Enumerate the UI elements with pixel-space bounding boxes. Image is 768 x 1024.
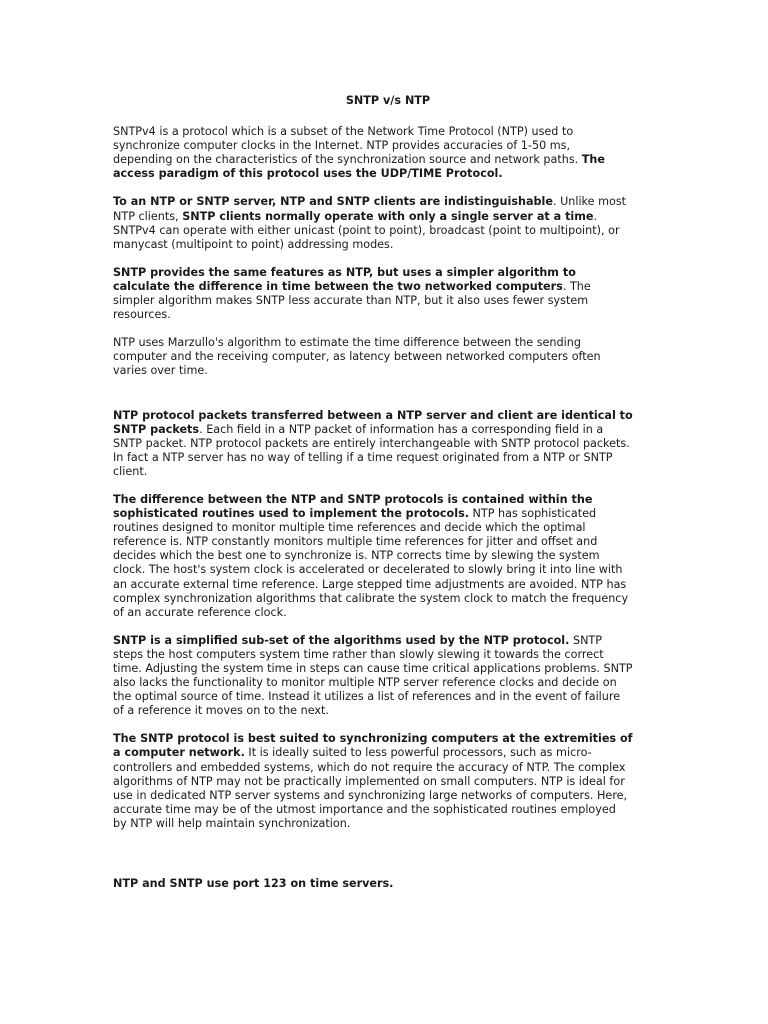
paragraph-2 — [113, 195, 633, 251]
paragraph-text: NTP uses Marzullo's algorithm to estimate the time difference between the sending computer and the receiving computer, as latency between networked computers often varies over time. — [113, 336, 601, 378]
document-title: SNTP v/s NTP — [345, 94, 431, 107]
paragraph-text: . The simpler algorithm makes SNTP less accurate than NTP, but it also uses fewer system resources. — [113, 279, 591, 322]
paragraph-bold-text: SNTP is a simplified sub-set of the algorithms used by the NTP protocol. — [113, 633, 570, 647]
paragraph-bold-text: NTP and SNTP use port 123 on time servers. — [113, 877, 394, 891]
paragraph-text: SNTPv4 is a protocol which is a subset of the Network Time Protocol (NTP) used to synchronize computer clocks in the Internet. NTP provides accuracies of 1-50 ms, depending on the characteristics of the synchronization source and network paths. — [113, 125, 582, 167]
document-page — [113, 94, 633, 905]
paragraph-5 — [113, 409, 633, 479]
paragraph-text: . Each field in a NTP packet of information has a corresponding field in a SNTP packet. NTP protocol packets are entirely interchangeable with SNTP protocol packets. In fact a NTP server has no way of telling if a time request originated from a NTP or SNTP client. — [113, 422, 630, 478]
paragraph-bold-text: SNTP provides the same features as NTP, but uses a simpler algorithm to calculate the difference in time between the two networked computers — [113, 265, 576, 293]
paragraph-8 — [113, 732, 633, 831]
paragraph-bold-text: The access paradigm of this protocol uses the UDP/TIME Protocol. — [113, 153, 605, 181]
paragraph-text: SNTP steps the host computers system time rather than slowly slewing it towards the correct time. Adjusting the system time in steps can cause time critical applications problems. SNTP also lacks the functionality to monitor multiple NTP server reference clocks and decide on the optimal source of time. Instead it utilizes a list of references and in the event of failure of a reference it moves on to the next. — [113, 633, 633, 718]
paragraph-3 — [113, 266, 633, 322]
paragraph-bold-text: The difference between the NTP and SNTP protocols is contained within the sophisticated routines used to implement the protocols. — [113, 492, 593, 521]
paragraph-bold-text: SNTP clients normally operate with only a single server at a time — [182, 209, 594, 223]
paragraph-4 — [113, 336, 633, 378]
paragraph-9 — [113, 877, 633, 891]
paragraph-bold-text: NTP protocol packets transferred between a NTP server and client are identical to SNTP packets — [113, 408, 633, 436]
paragraph-text: . Unlike most NTP clients, — [113, 195, 627, 223]
paragraph-text: It is ideally suited to less powerful processors, such as micro-controllers and embedded systems, which do not require the accuracy of NTP. The complex algorithms of NTP may not be practically implemented on small computers. NTP is ideal for use in dedicated NTP server systems and synchronizing large networks of computers. Here, accurate time may be of the utmost importance and the sophisticated routines employed by NTP will help maintain synchronization. — [113, 746, 628, 830]
paragraph-7 — [113, 634, 633, 719]
paragraph-bold-text: To an NTP or SNTP server, NTP and SNTP clients are indistinguishable — [113, 195, 553, 209]
paragraph-text: NTP has sophisticated routines designed to monitor multiple time references and decide which the optimal reference is. NTP constantly monitors multiple time references for jitter and offset and decides which the best one to synchronize is. NTP corrects time by slewing the system clock. The host's system clock is accelerated or decelerated to slowly bring it into line with an accurate external time reference. Large stepped time adjustments are avoided. NTP has complex synchronization algorithms that calibrate the system clock to match the frequency of an accurate reference clock. — [113, 507, 629, 619]
paragraph-text: . SNTPv4 can operate with either unicast (point to point), broadcast (point to multipoint), or manycast (multipoint to point) addressing modes. — [113, 209, 620, 251]
paragraph-1 — [113, 125, 633, 181]
paragraph-6 — [113, 493, 633, 620]
paragraph-bold-text: The SNTP protocol is best suited to synchronizing computers at the extremities of a computer network. — [113, 732, 633, 760]
